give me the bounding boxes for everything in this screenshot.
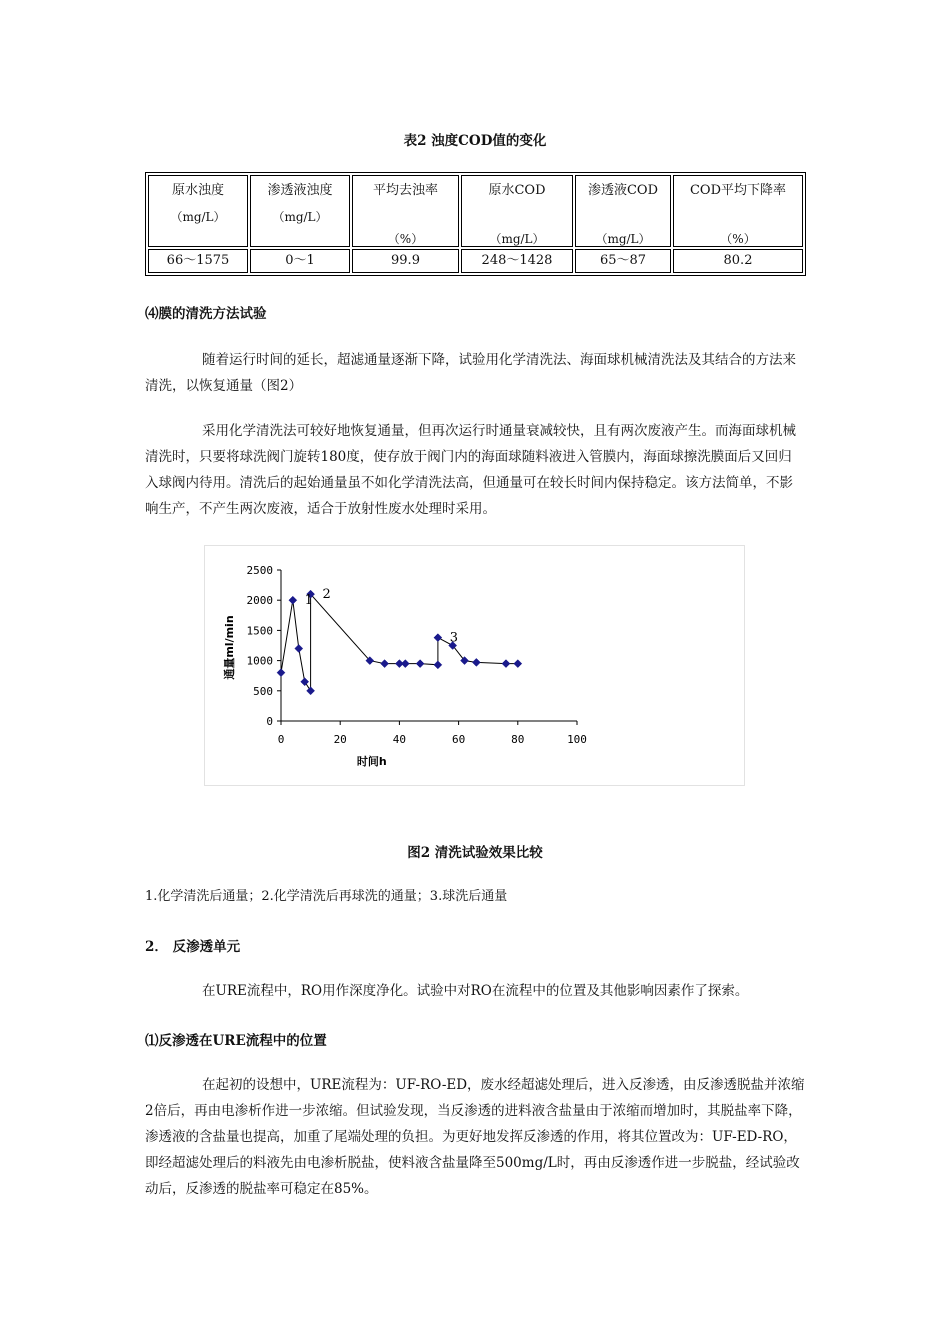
table-cell: 99.9 <box>352 249 459 273</box>
header-label: 平均去浊率 <box>372 183 438 198</box>
data-point <box>416 660 424 668</box>
header-label: 原水浊度 <box>171 183 224 198</box>
data-point <box>434 661 442 669</box>
header-unit: （mg/L） <box>272 210 328 224</box>
data-point <box>401 660 409 668</box>
x-tick-label: 80 <box>511 733 525 746</box>
paragraph: 随着运行时间的延长，超滤通量逐渐下降，试验用化学清洗法、海面球机械清洗法及其结合的方法来清洗，以恢复通量（图2） <box>145 352 796 394</box>
figure-2-chart <box>204 545 745 786</box>
table-header-cell <box>461 175 573 247</box>
data-point <box>502 660 510 668</box>
data-point <box>307 687 315 695</box>
header-unit: （mg/L） <box>170 210 226 224</box>
x-tick-label: 40 <box>392 733 407 746</box>
table-cell: 80.2 <box>673 249 803 273</box>
y-tick-label: 500 <box>253 684 273 698</box>
section-title: 2． 反渗透单元 <box>145 939 241 955</box>
y-tick-label: 1000 <box>246 654 273 668</box>
x-tick-label: 0 <box>277 733 285 746</box>
chart-annotation: 2 <box>322 587 331 603</box>
table-caption: 表2 浊度COD值的变化 <box>403 133 547 149</box>
figure-legend-text: 1.化学清洗后通量；2.化学清洗后再球洗的通量；3.球洗后通量 <box>145 889 508 904</box>
x-axis-title: 时间h <box>356 755 387 768</box>
table-header-cell <box>673 175 803 247</box>
x-tick-label: 60 <box>451 733 466 746</box>
table-cell: 248～1428 <box>461 249 573 273</box>
table-cell: 0～1 <box>250 249 350 273</box>
data-point <box>277 669 285 677</box>
header-label: 原水COD <box>488 183 546 198</box>
section-title: ⑷膜的清洗方法试验 <box>145 306 267 322</box>
figure-caption: 图2 清洗试验效果比较 <box>407 845 543 861</box>
header-unit: （mg/L） <box>489 232 545 246</box>
subsection-title: ⑴反渗透在URE流程中的位置 <box>145 1033 327 1049</box>
table-header-cell <box>250 175 350 247</box>
table-row <box>148 249 803 273</box>
table-header-cell <box>575 175 671 247</box>
data-point <box>301 678 309 686</box>
data-point <box>514 660 522 668</box>
chart-annotation: 3 <box>449 630 459 646</box>
y-tick-label: 0 <box>266 715 273 728</box>
y-tick-label: 1500 <box>246 624 273 638</box>
x-tick-label: 100 <box>567 733 587 746</box>
x-tick-label: 20 <box>333 733 347 746</box>
header-label: 渗透液浊度 <box>267 183 333 198</box>
series-line <box>281 594 518 691</box>
header-unit: （%） <box>387 232 424 246</box>
header-unit: （mg/L） <box>595 232 651 246</box>
header-unit: （%） <box>720 232 756 246</box>
data-point <box>289 596 297 604</box>
data-point <box>295 645 303 653</box>
y-axis-title: 通量ml/min <box>223 615 236 680</box>
table-cell: 66～1575 <box>148 249 248 273</box>
data-point <box>381 660 389 668</box>
paragraph: 在URE流程中，RO用作深度净化。试验中对RO在流程中的位置及其他影响因素作了探索。 <box>202 983 749 999</box>
header-label: COD平均下降率 <box>689 183 787 198</box>
table-header-cell <box>352 175 459 247</box>
data-point <box>472 658 480 666</box>
paragraph: 在起初的设想中，URE流程为：UF-RO-ED，废水经超滤处理后，进入反渗透，由反渗透脱盐并浓缩2倍后，再由电渗析作进一步浓缩。但试验发现，当反渗透的进料液含盐量由于浓缩而增加时，其脱盐率下降，渗透液的含盐量也提高，加重了尾端处理的负担。为更好地发挥反渗透的作用，将其位置改为：UF-ED-RO，即经超滤处理后的料液先由电渗析脱盐，使料液含盐量降至500mg/L时，再由反渗透作进一步脱盐，经试验改动后，反渗透的脱盐率可稳定在85%。 <box>145 1077 805 1197</box>
paragraph: 采用化学清洗法可较好地恢复通量，但再次运行时通量衰减较快，且有两次废液产生。而海面球机械清洗时，只要将球洗阀门旋转180度，使存放于阀门内的海面球随料液进入管膜内，海面球擦洗膜面后又回归入球阀内待用。清洗后的起始通量虽不如化学清洗法高，但通量可在较长时间内保持稳定。该方法简单，不影响生产，不产生两次废液，适合于放射性废水处理时采用。 <box>145 423 796 517</box>
table-header-cell <box>148 175 248 247</box>
y-tick-label: 2500 <box>246 564 273 577</box>
chart-svg <box>205 546 744 785</box>
data-point <box>434 634 442 642</box>
y-tick-label: 2000 <box>246 594 273 608</box>
chart-annotation: 1 <box>304 593 313 609</box>
table-cell: 65～87 <box>575 249 671 273</box>
turbidity-cod-table <box>145 172 806 276</box>
header-label: 渗透液COD <box>587 183 659 198</box>
